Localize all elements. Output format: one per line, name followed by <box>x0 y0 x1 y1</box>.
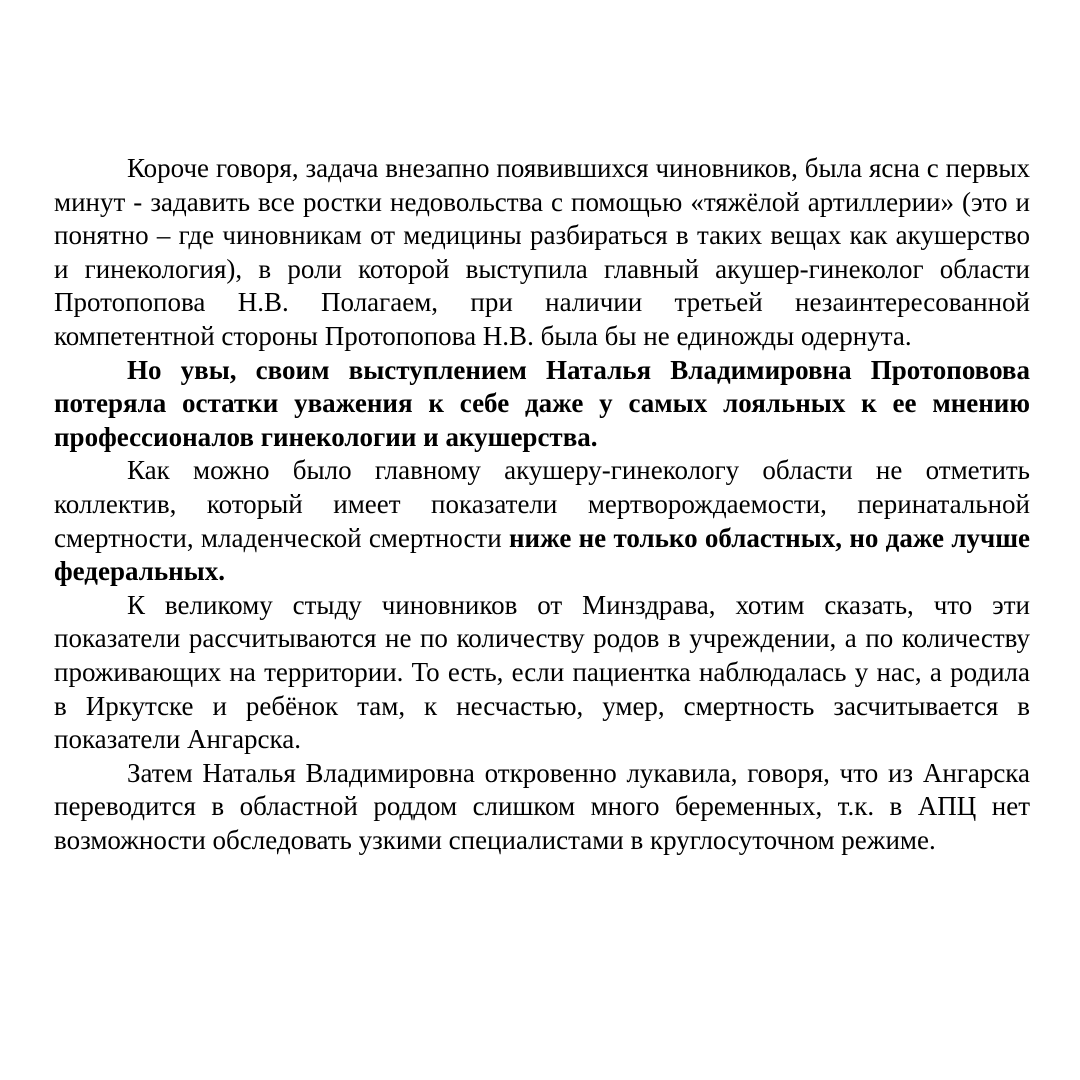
paragraph-lost-respect <box>54 354 1030 455</box>
paragraph-text: Затем Наталья Владимировна откровенно лукавила, говоря, что из Ангарска переводится в областной роддом слишком много беременных, т.к. в АПЦ нет возможности обследовать узкими специалистами в круглосуточном режиме. <box>54 757 1030 855</box>
document-page <box>54 152 1030 857</box>
paragraph-text: К великому стыду чиновников от Минздрава, хотим сказать, что эти показатели рассчитываются не по количеству родов в учреждении, а по количеству проживающих на территории. То есть, если пациентка наблюдалась у нас, а родила в Иркутске и ребёнок там, к несчастью, умер, смертность засчитывается в показатели Ангарска. <box>54 589 1030 755</box>
paragraph-text: Как можно было главному акушеру-гинекологу области не отметить коллектив, который имеет показатели мертворождаемости, перинатальной смертности, младенческой смертности <box>54 455 1030 553</box>
paragraph-bold-text: ниже не только областных, но даже лучше федеральных. <box>54 522 1030 587</box>
paragraph-mortality-indicators <box>54 454 1030 588</box>
paragraph-transfers <box>54 757 1030 858</box>
paragraph-bold-text: Но увы, своим выступлением Наталья Владимировна Протоповова потеряла остатки уважения к себе даже у самых лояльных к ее мнению профессионалов гинекологии и акушерства. <box>54 354 1030 452</box>
paragraph-calculation-method <box>54 589 1030 757</box>
paragraph-text: Короче говоря, задача внезапно появившихся чиновников, была ясна с первых минут - задавить все ростки недовольства с помощью «тяжёлой артиллерии» (это и понятно – где чиновникам от медицины разбираться в таких вещах как акушерство и гинекология), в роли которой выступила главный акушер-гинеколог области Протопопова Н.В. Полагаем, при наличии третьей незаинтересованной компетентной стороны Протопопова Н.В. была бы не единожды одернута. <box>54 153 1030 351</box>
paragraph-officials-goal <box>54 152 1030 354</box>
